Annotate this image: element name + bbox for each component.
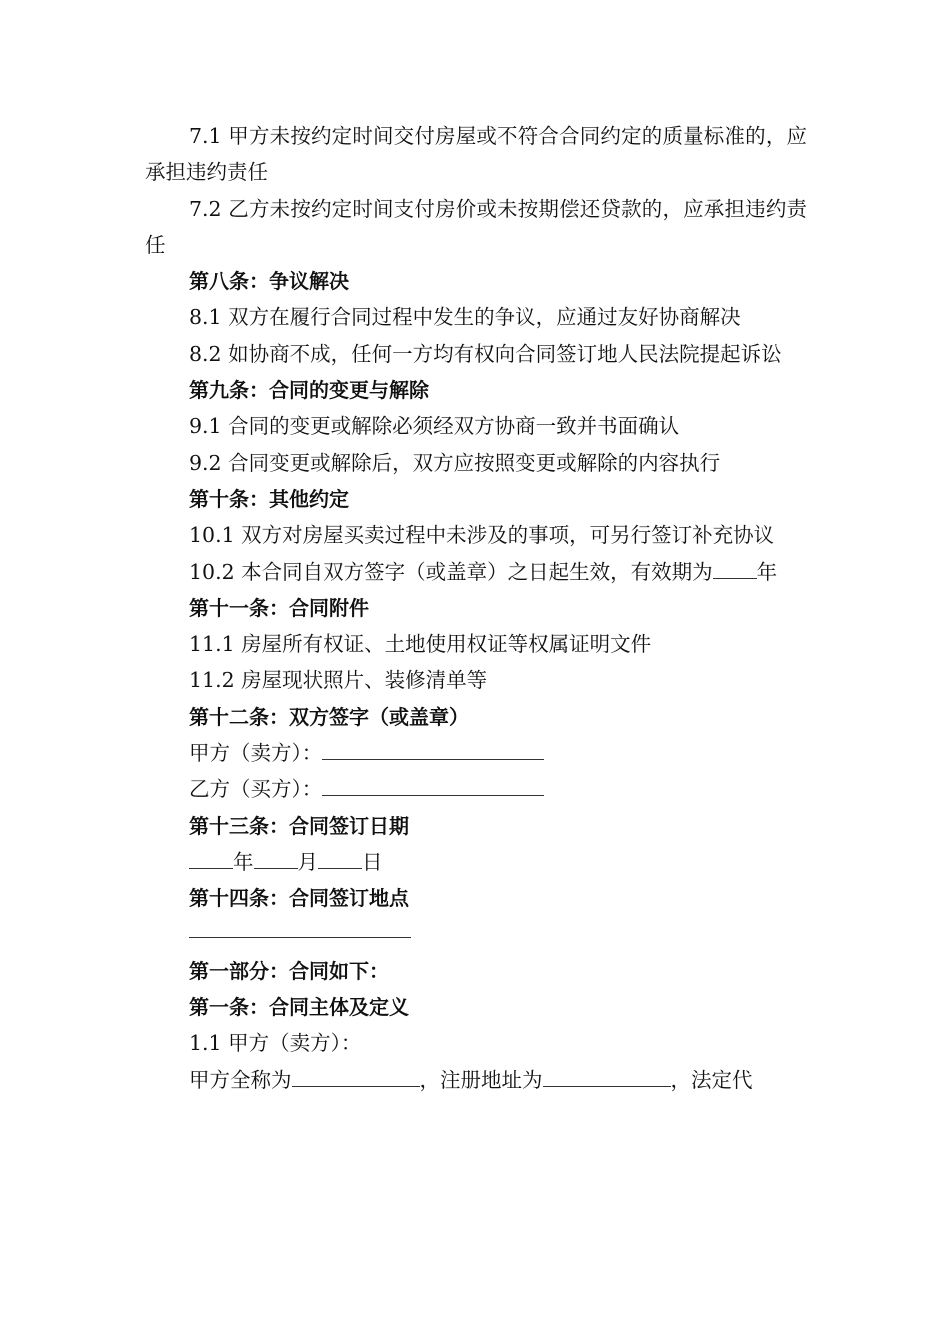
clause-7-1: 7.1 甲方未按约定时间交付房屋或不符合合同约定的质量标准的，应承担违约责任 [145, 124, 807, 185]
clause-1-1: 1.1 甲方（卖方）： [189, 1031, 362, 1056]
clause-9-2: 9.2 合同变更或解除后，双方应按照变更或解除的内容执行 [189, 450, 721, 475]
party-a-details [145, 1062, 807, 1098]
contract-page [145, 118, 807, 1098]
signing-date [145, 844, 807, 880]
party-b-label: 乙方（买方）： [189, 777, 323, 802]
party-a-legal-rep-label: ，法定代 [670, 1067, 753, 1092]
clause-10-2-unit: 年 [756, 559, 778, 584]
clause-11-2: 11.2 房屋现状照片、装修清单等 [189, 668, 488, 693]
clause-8-1: 8.1 双方在履行合同过程中发生的争议，应通过友好协商解决 [189, 305, 741, 330]
year-blank [189, 848, 233, 869]
heading-part-1: 第一部分：合同如下： [189, 958, 389, 983]
clause-7-2: 7.2 乙方未按约定时间支付房价或未按期偿还贷款的，应承担违约责任 [145, 196, 807, 257]
party-a-signature-blank [322, 739, 544, 760]
day-label: 日 [362, 849, 383, 874]
day-blank [318, 848, 362, 869]
clause-11-1: 11.1 房屋所有权证、土地使用权证等权属证明文件 [189, 632, 652, 657]
heading-article-11: 第十一条：合同附件 [189, 595, 369, 620]
heading-article-14: 第十四条：合同签订地点 [189, 886, 409, 911]
heading-article-10: 第十条：其他约定 [189, 486, 349, 511]
party-a-name-label: 甲方全称为 [189, 1067, 292, 1092]
heading-article-1: 第一条：合同主体及定义 [189, 995, 409, 1020]
month-blank [254, 848, 298, 869]
party-b-signature-blank [322, 775, 544, 796]
clause-9-1: 9.1 合同的变更或解除必须经双方协商一致并书面确认 [189, 414, 680, 439]
signing-place-blank [189, 917, 411, 938]
signature-party-a [145, 735, 807, 771]
clause-10-2-text: 10.2 本合同自双方签字（或盖章）之日起生效，有效期为 [189, 559, 713, 584]
signing-place-row [145, 917, 807, 953]
party-a-address-label: ，注册地址为 [419, 1067, 543, 1092]
clause-10-2 [145, 554, 807, 590]
month-label: 月 [297, 849, 318, 874]
year-label: 年 [233, 849, 254, 874]
party-a-label: 甲方（卖方）： [189, 741, 323, 766]
clause-10-1: 10.1 双方对房屋买卖过程中未涉及的事项，可另行签订补充协议 [189, 523, 775, 548]
heading-article-9: 第九条：合同的变更与解除 [189, 378, 429, 403]
validity-years-blank [713, 558, 757, 579]
heading-article-13: 第十三条：合同签订日期 [189, 813, 409, 838]
party-a-address-blank [543, 1066, 671, 1087]
heading-article-8: 第八条：争议解决 [189, 269, 349, 294]
signature-party-b [145, 771, 807, 807]
heading-article-12: 第十二条：双方签字（或盖章） [189, 704, 469, 729]
clause-8-2: 8.2 如协商不成，任何一方均有权向合同签订地人民法院提起诉讼 [189, 341, 782, 366]
party-a-name-blank [292, 1066, 420, 1087]
